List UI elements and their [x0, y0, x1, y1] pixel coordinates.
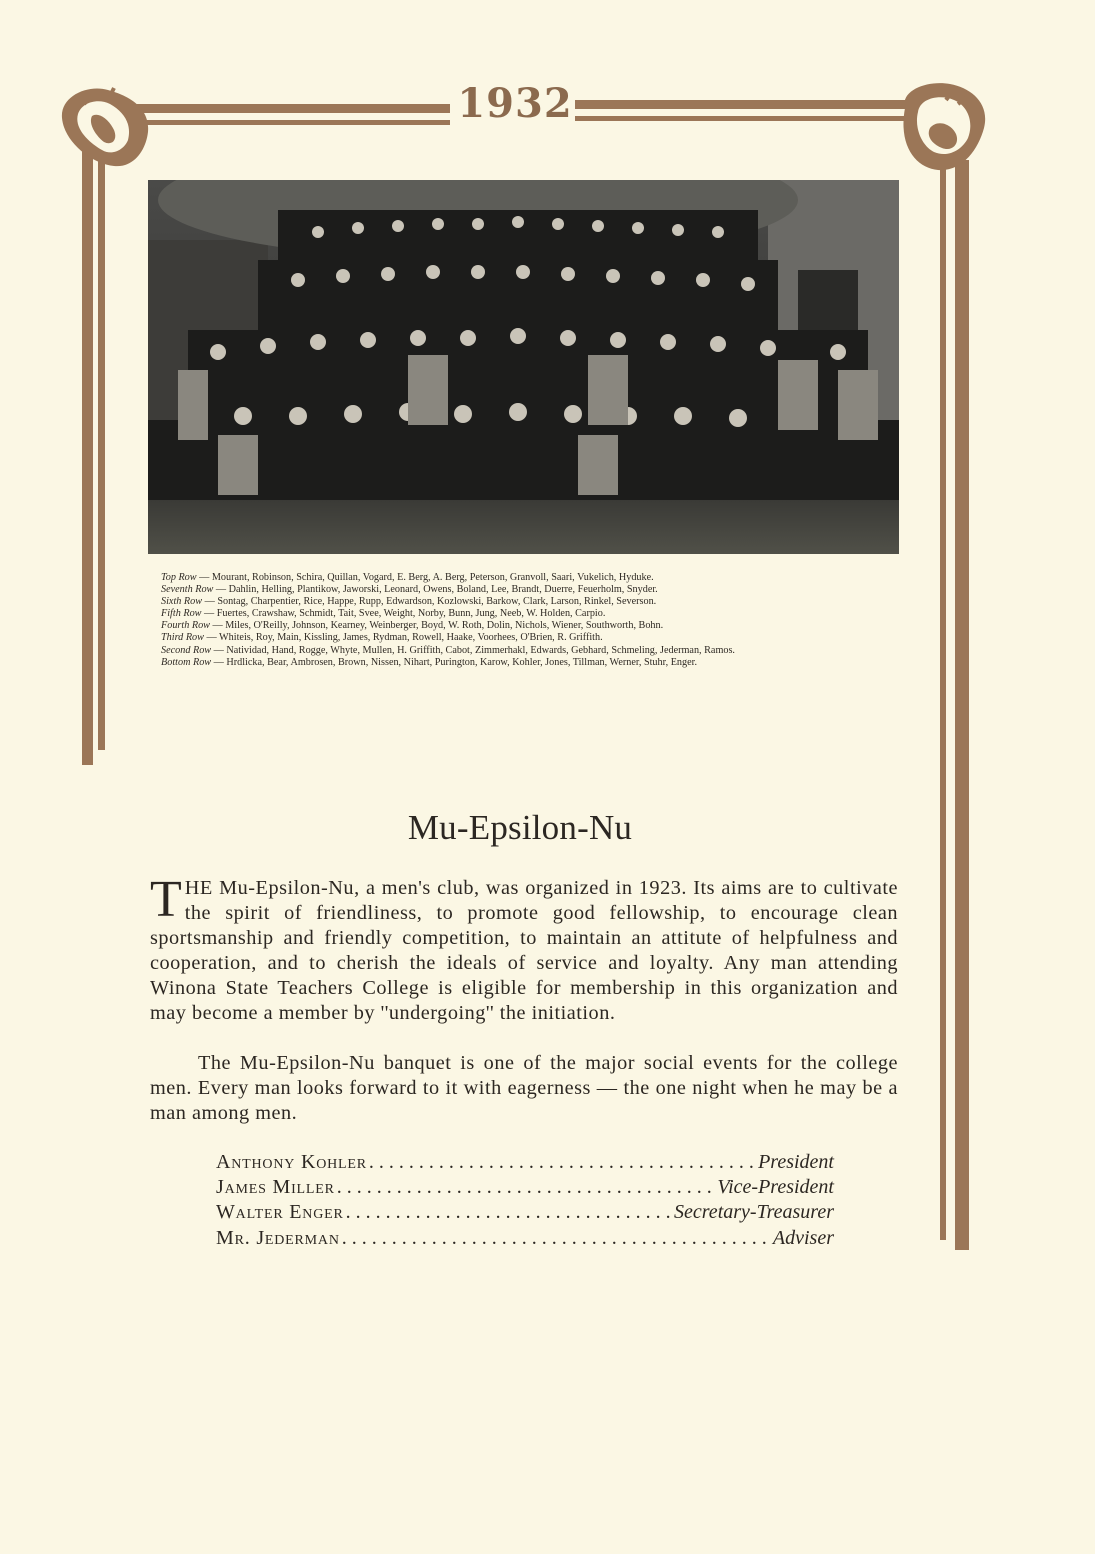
page-title: Mu-Epsilon-Nu [407, 808, 633, 847]
yearbook-year: 1932 [457, 80, 573, 127]
caption-row: Fourth Row — Miles, O'Reilly, Johnson, Kearney, Weinberger, Boyd, W. Roth, Dolin, Nichols, Wiener, Southworth, Bohn. [161, 620, 664, 632]
caption-row: Seventh Row — Dahlin, Helling, Plantikow, Jaworski, Leonard, Owens, Boland, Lee, Brandt, Duerre, Feuerholm, Snyder. [161, 584, 658, 596]
drop-cap: T [150, 871, 182, 928]
body-paragraph: THE Mu-Epsilon-Nu, a men's club, was organized in 1923. Its aims are to cultivate the spirit of friendliness, to promote good fellowship, to encourage clean sportsmanship and friendly competition, to maintain an attitute of helpfulness and cooperation, and to cherish the ideals of service and loyalty. Any man attending Winona State Teachers College is eligible for membership in this organization and may become a member by ''undergoing'' the initiation. [150, 871, 898, 1024]
group-photo-icon [148, 180, 899, 554]
leader-dots [369, 1151, 756, 1174]
officer-entry [216, 1227, 834, 1252]
officer-role: President [758, 1151, 834, 1173]
officer-entry [216, 1176, 834, 1201]
right-ornament-icon [903, 83, 985, 170]
officer-name: Anthony Kohler [216, 1151, 367, 1173]
leader-dots [337, 1176, 716, 1199]
caption-row: Second Row — Natividad, Hand, Rogge, Whyte, Mullen, H. Griffith, Cabot, Zimmerhakl, Edwards, Gebhard, Schmeling, Jederman, Ramos. [161, 644, 735, 656]
leader-dots [342, 1227, 771, 1250]
officer-name: Walter Enger [216, 1201, 344, 1224]
left-ornament-icon [62, 88, 148, 166]
caption-row: Fifth Row — Fuertes, Crawshaw, Schmidt, Tait, Svee, Weight, Norby, Bunn, Jung, Neeb, W. Holden, Carpio. [161, 608, 606, 620]
officer-entry [216, 1201, 834, 1226]
caption-row: Bottom Row — Hrdlicka, Bear, Ambrosen, Brown, Nissen, Nihart, Purington, Karow, Kohler, Jones, Tillman, Werner, Stuhr, Enger. [161, 656, 698, 668]
officer-name: James Miller [216, 1176, 335, 1199]
officer-role: Adviser [772, 1226, 834, 1249]
caption-row: Third Row — Whiteis, Roy, Main, Kissling, James, Rydman, Rowell, Haake, Voorhees, O'Brien, R. Griffith. [161, 632, 603, 644]
group-photo [148, 180, 899, 554]
caption-row: Top Row — Mourant, Robinson, Schira, Quillan, Vogard, E. Berg, A. Berg, Peterson, Granvoll, Saari, Vukelich, Hyduke. [161, 572, 654, 583]
caption-row: Sixth Row — Sontag, Charpentier, Rice, Happe, Rupp, Edwardson, Kozlowski, Barkow, Clark, Larson, Rinkel, Severson. [161, 596, 657, 608]
leader-dots [346, 1201, 672, 1224]
photo-caption [161, 572, 901, 669]
officer-name: Mr. Jederman [216, 1226, 340, 1249]
officer-role: Secretary-Treasurer [674, 1201, 834, 1224]
body-paragraph: The Mu-Epsilon-Nu banquet is one of the major social events for the college men. Every man looks forward to it with eagerness — the one night when he may be a man among men. [150, 1052, 898, 1124]
officer-entry [216, 1151, 834, 1176]
officer-list [216, 1151, 834, 1252]
officer-role: Vice-President [717, 1176, 834, 1199]
